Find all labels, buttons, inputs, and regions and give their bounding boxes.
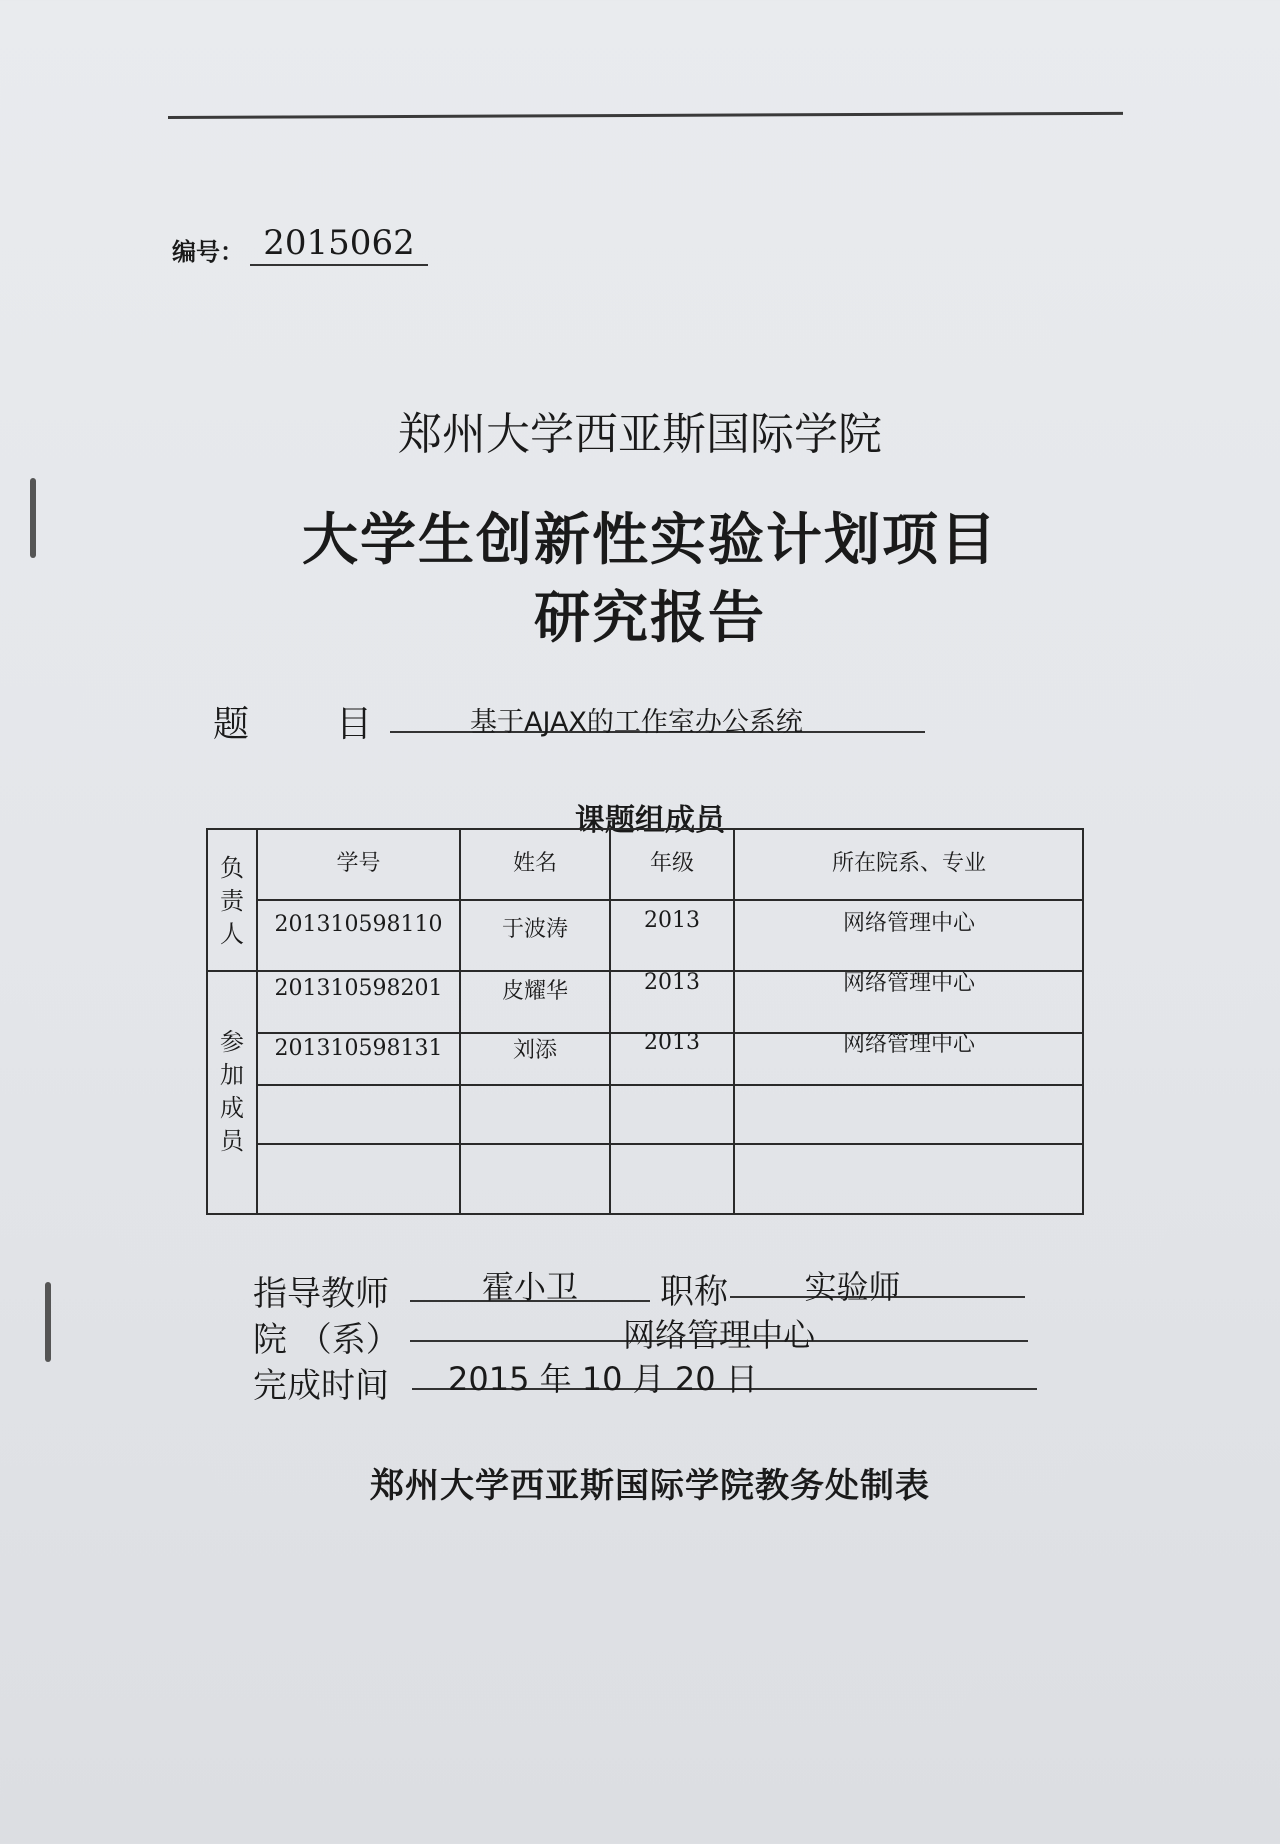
- completion-date: 2015 年 10 月 20 日: [448, 1360, 758, 1398]
- row2-student-id: 201310598201: [274, 976, 443, 1001]
- row3-student-id: 201310598131: [274, 1036, 443, 1061]
- binder-hole-bottom: [45, 1282, 51, 1362]
- row3-grade: 2013: [644, 1030, 700, 1055]
- top-rule: [168, 112, 1123, 119]
- table-grid-lines: [206, 828, 1084, 1215]
- leader-role-label: 负 责 人: [220, 854, 244, 948]
- row1-student-id: 201310598110: [274, 912, 443, 937]
- row2-grade: 2013: [644, 970, 700, 995]
- header-department: 所在院系、专业: [831, 851, 986, 876]
- topic-label-second: 目: [336, 704, 373, 745]
- title-label: 职称: [660, 1272, 728, 1312]
- row2-name: 皮耀华: [501, 979, 568, 1004]
- topic-value: 基于AJAX的工作室办公系统: [470, 707, 803, 738]
- school-name: 郑州大学西亚斯国际学院: [398, 409, 882, 460]
- serial-number: 2015062: [250, 222, 428, 266]
- advisor-label: 指导教师: [253, 1274, 389, 1314]
- members-title: 课题组成员: [575, 803, 725, 838]
- title-value: 实验师: [804, 1268, 901, 1306]
- department-value: 网络管理中心: [622, 1316, 815, 1354]
- report-title-line2: 研究报告: [534, 585, 766, 651]
- header-name: 姓名: [512, 851, 557, 876]
- row1-name: 于波涛: [501, 917, 568, 942]
- row1-department: 网络管理中心: [842, 911, 975, 936]
- header-student-id: 学号: [336, 851, 381, 876]
- footer-note: 郑州大学西亚斯国际学院教务处制表: [370, 1466, 930, 1506]
- department-label: 院 （系）: [253, 1320, 400, 1360]
- members-table: [206, 828, 1084, 1215]
- report-title-line1: 大学生创新性实验计划项目: [302, 507, 998, 573]
- topic-label-first: 题: [213, 704, 250, 745]
- row2-department: 网络管理中心: [842, 971, 975, 996]
- participant-role-label: 参 加 成 员: [220, 1028, 244, 1155]
- completion-label: 完成时间: [253, 1366, 389, 1406]
- serial-label: 编号：: [172, 238, 244, 266]
- row3-name: 刘添: [512, 1038, 557, 1063]
- advisor-name: 霍小卫: [481, 1268, 578, 1306]
- header-grade: 年级: [649, 851, 694, 876]
- row3-department: 网络管理中心: [842, 1032, 975, 1057]
- row1-grade: 2013: [644, 908, 700, 933]
